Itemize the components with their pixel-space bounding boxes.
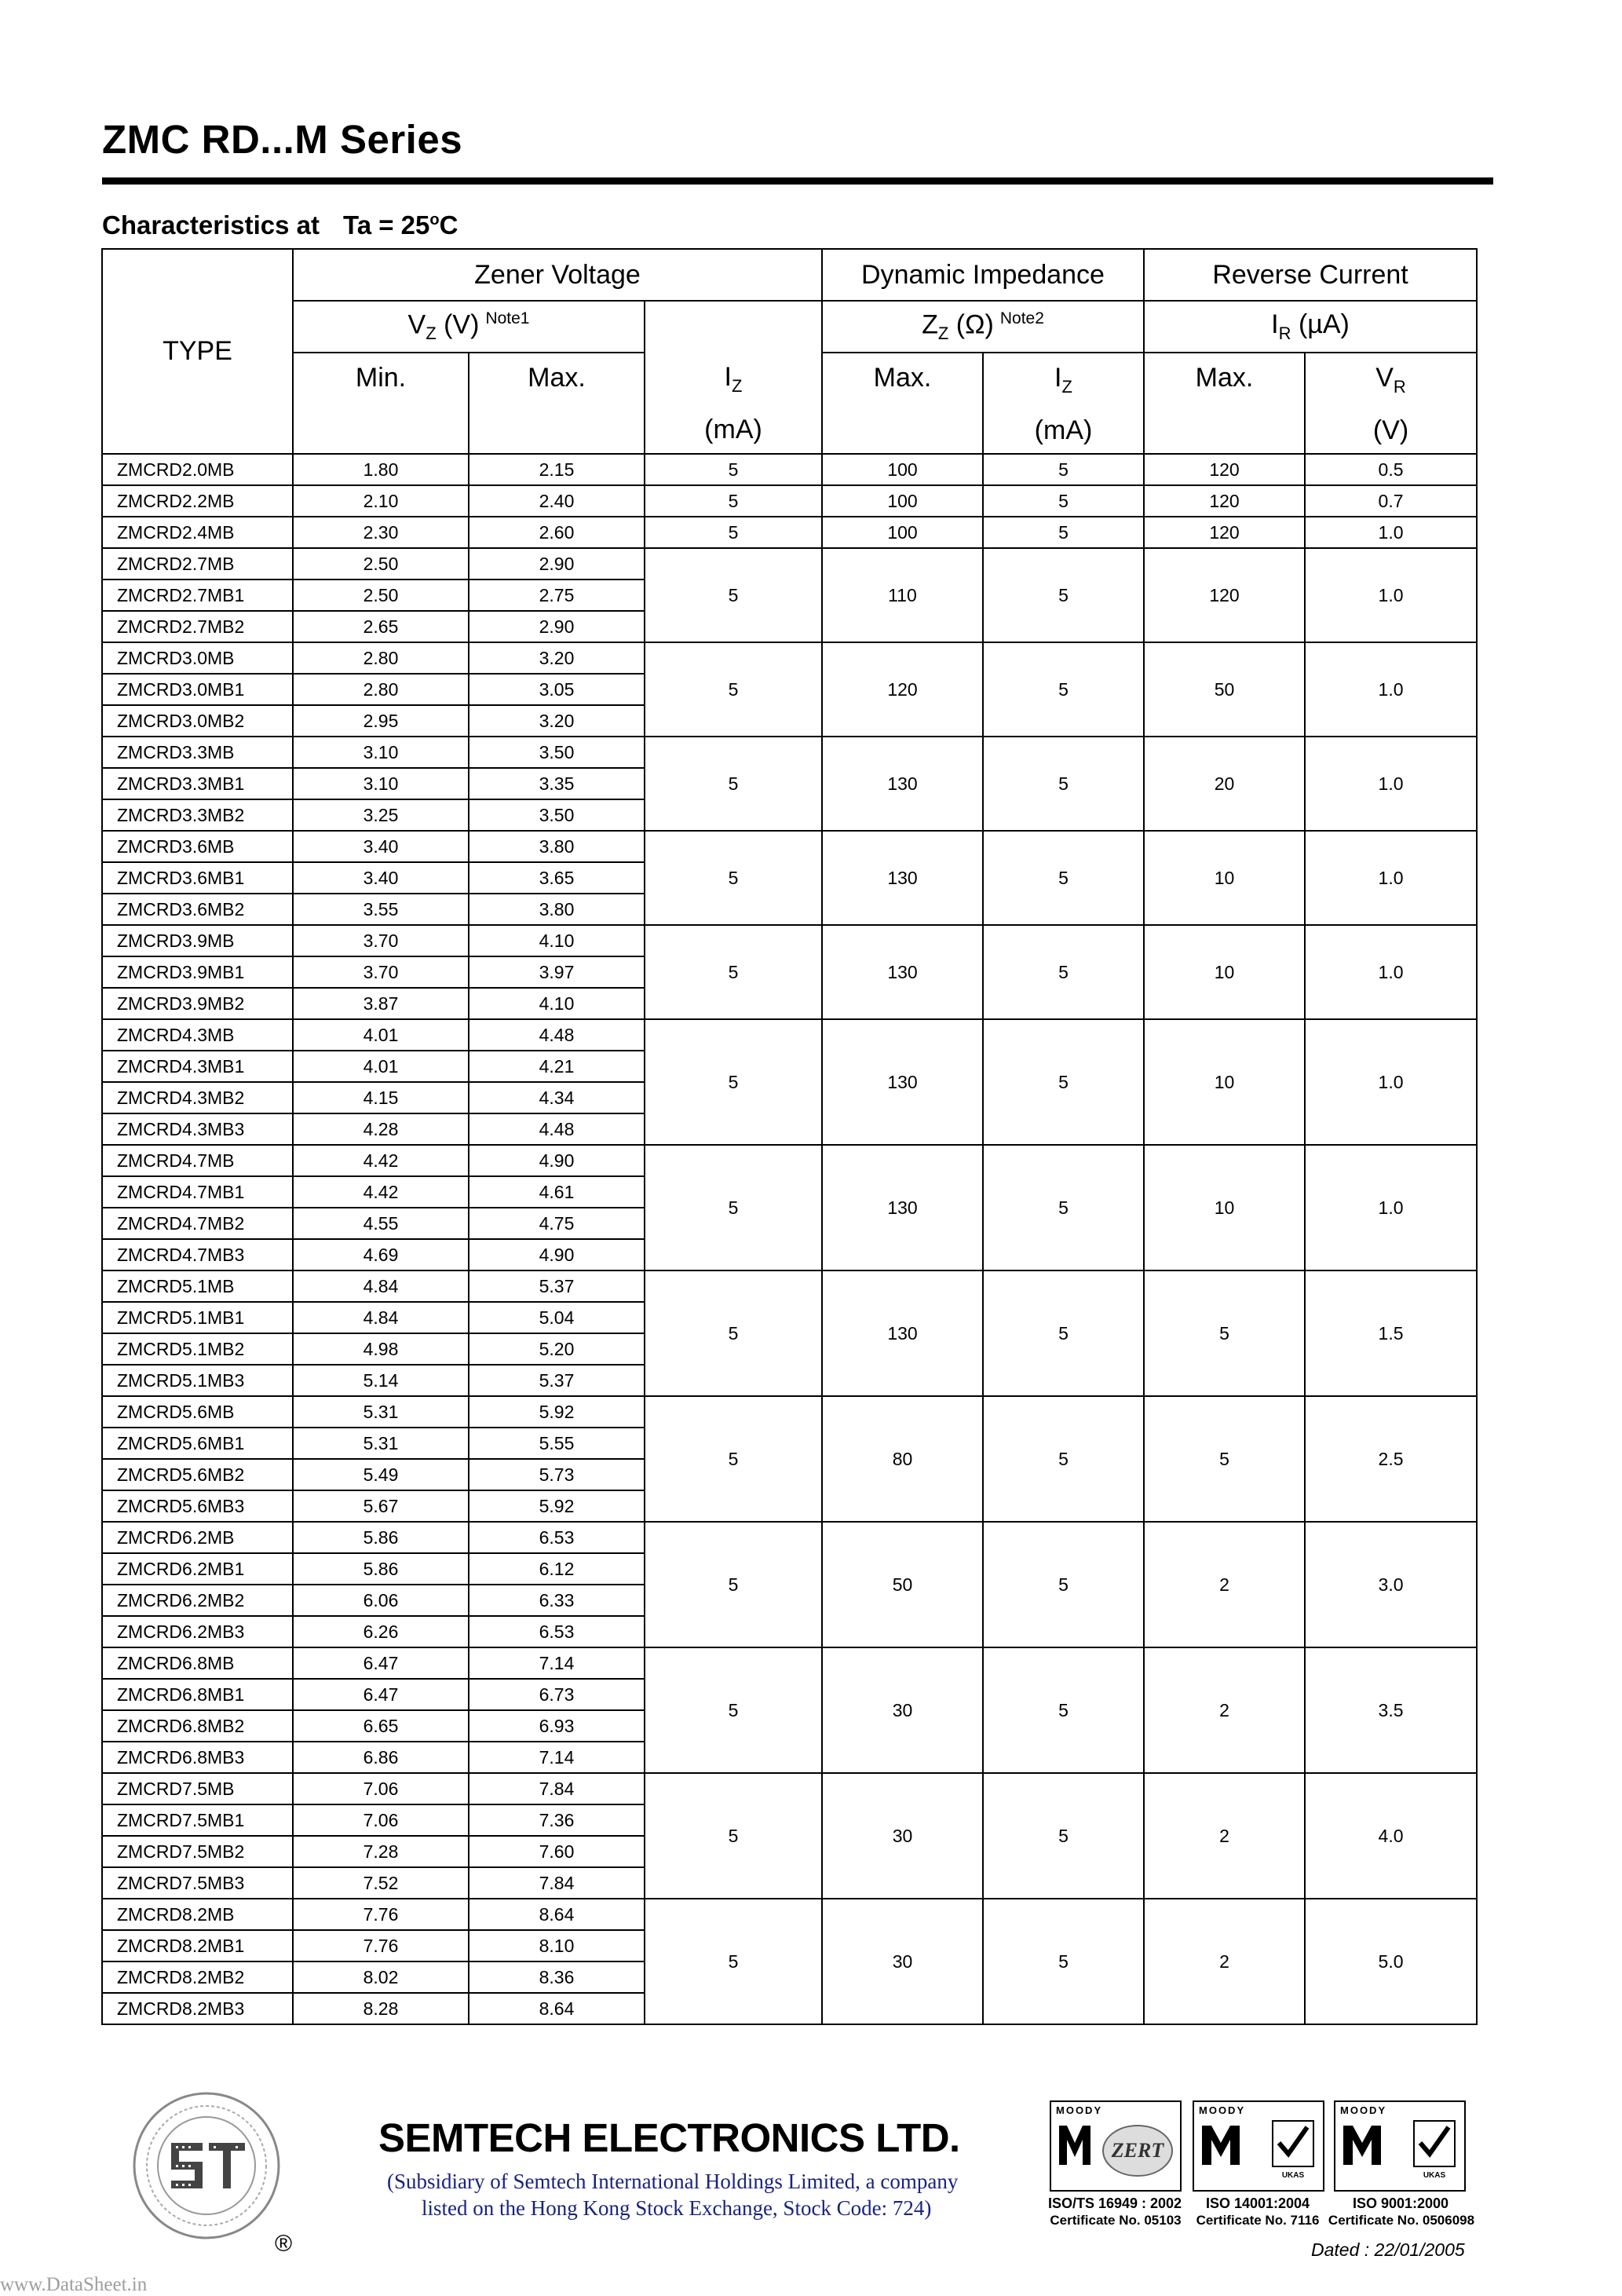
cell-type: ZMCRD3.9MB2 bbox=[102, 988, 293, 1019]
cell-vz-min: 6.65 bbox=[293, 1710, 469, 1742]
cell-vz-min: 4.69 bbox=[293, 1239, 469, 1270]
cell-type: ZMCRD3.6MB bbox=[102, 831, 293, 862]
cell-vr: 1.5 bbox=[1305, 1270, 1477, 1396]
cell-vz-min: 3.10 bbox=[293, 768, 469, 799]
cell-vz-max: 5.92 bbox=[469, 1490, 645, 1522]
cell-zz: 100 bbox=[822, 454, 983, 485]
cell-type: ZMCRD2.2MB bbox=[102, 485, 293, 517]
cell-iz: 5 bbox=[645, 1522, 822, 1647]
heading-label: Characteristics at bbox=[102, 210, 320, 239]
cell-type: ZMCRD4.3MB bbox=[102, 1019, 293, 1051]
cell-zz: 130 bbox=[822, 1019, 983, 1145]
table-row bbox=[102, 1270, 1477, 1302]
cell-type: ZMCRD5.1MB3 bbox=[102, 1365, 293, 1396]
cell-vz-min: 3.70 bbox=[293, 925, 469, 956]
header-zener-voltage: Zener Voltage bbox=[293, 249, 822, 301]
cell-vz-min: 6.06 bbox=[293, 1585, 469, 1616]
cell-vz-min: 6.47 bbox=[293, 1647, 469, 1679]
cell-vz-max: 7.60 bbox=[469, 1836, 645, 1867]
cell-zz: 130 bbox=[822, 737, 983, 831]
cell-ir: 10 bbox=[1144, 1019, 1305, 1145]
cell-vz-min: 3.40 bbox=[293, 862, 469, 894]
cell-vz-max: 4.48 bbox=[469, 1019, 645, 1051]
cell-vz-min: 6.86 bbox=[293, 1742, 469, 1773]
cell-vz-min: 7.06 bbox=[293, 1773, 469, 1804]
cert-badge-iso-ts: MOODY ZERT bbox=[1050, 2100, 1182, 2192]
cell-zz: 120 bbox=[822, 642, 983, 737]
cell-type: ZMCRD4.7MB2 bbox=[102, 1208, 293, 1239]
cell-ir: 20 bbox=[1144, 737, 1305, 831]
cell-type: ZMCRD3.0MB2 bbox=[102, 705, 293, 737]
cell-iz2: 5 bbox=[983, 1773, 1144, 1899]
table-row bbox=[102, 1647, 1477, 1679]
header-zz: $Z_Z$ (Ω) $^{Note2}$ bbox=[822, 301, 1144, 353]
table-row bbox=[102, 1899, 1477, 1930]
cell-vz-max: 6.33 bbox=[469, 1585, 645, 1616]
cell-vz-max: 3.80 bbox=[469, 894, 645, 925]
cell-ir: 120 bbox=[1144, 548, 1305, 642]
cell-type: ZMCRD5.1MB2 bbox=[102, 1333, 293, 1365]
cell-type: ZMCRD3.6MB2 bbox=[102, 894, 293, 925]
cell-vz-min: 3.25 bbox=[293, 799, 469, 831]
cell-vz-max: 8.64 bbox=[469, 1993, 645, 2024]
cell-iz2: 5 bbox=[983, 1647, 1144, 1773]
cert-badge-iso14001: MOODY UKAS bbox=[1193, 2100, 1324, 2192]
cell-iz2: 5 bbox=[983, 454, 1144, 485]
cell-vr: 2.5 bbox=[1305, 1396, 1477, 1522]
cell-vz-max: 5.55 bbox=[469, 1428, 645, 1459]
cell-vz-min: 2.10 bbox=[293, 485, 469, 517]
cell-type: ZMCRD4.3MB1 bbox=[102, 1051, 293, 1082]
cell-type: ZMCRD6.2MB1 bbox=[102, 1553, 293, 1585]
cell-vz-min: 1.80 bbox=[293, 454, 469, 485]
note2-ref: Note2 bbox=[999, 309, 1044, 327]
cell-type: ZMCRD5.6MB3 bbox=[102, 1490, 293, 1522]
cell-vr: 1.0 bbox=[1305, 831, 1477, 925]
cell-vr: 1.0 bbox=[1305, 737, 1477, 831]
cell-iz2: 5 bbox=[983, 1145, 1144, 1270]
cell-type: ZMCRD6.8MB bbox=[102, 1647, 293, 1679]
header-iz2: $I_Z$ (mA) bbox=[983, 353, 1144, 454]
cell-vz-min: 3.40 bbox=[293, 831, 469, 862]
cell-vz-max: 2.90 bbox=[469, 548, 645, 579]
cell-type: ZMCRD8.2MB1 bbox=[102, 1930, 293, 1961]
cell-zz: 100 bbox=[822, 485, 983, 517]
cell-zz: 110 bbox=[822, 548, 983, 642]
cell-type: ZMCRD4.3MB3 bbox=[102, 1113, 293, 1145]
cell-vz-max: 5.37 bbox=[469, 1365, 645, 1396]
header-reverse-current: Reverse Current bbox=[1144, 249, 1477, 301]
cert-label-1: ISO/TS 16949 : 2002 bbox=[1047, 2195, 1182, 2211]
cell-type: ZMCRD5.1MB bbox=[102, 1270, 293, 1302]
cell-zz: 50 bbox=[822, 1522, 983, 1647]
cell-vr: 0.5 bbox=[1305, 454, 1477, 485]
date-stamp: Dated : 22/01/2005 bbox=[1311, 2239, 1465, 2260]
cell-type: ZMCRD2.7MB bbox=[102, 548, 293, 579]
cell-type: ZMCRD3.3MB2 bbox=[102, 799, 293, 831]
cell-vr: 3.5 bbox=[1305, 1647, 1477, 1773]
cell-vz-max: 5.20 bbox=[469, 1333, 645, 1365]
cell-vr: 4.0 bbox=[1305, 1773, 1477, 1899]
cell-ir: 2 bbox=[1144, 1522, 1305, 1647]
cell-type: ZMCRD7.5MB bbox=[102, 1773, 293, 1804]
cell-vz-max: 3.35 bbox=[469, 768, 645, 799]
cell-vz-max: 2.90 bbox=[469, 611, 645, 642]
cell-ir: 2 bbox=[1144, 1647, 1305, 1773]
cell-vz-min: 5.31 bbox=[293, 1396, 469, 1428]
degree-sign: o bbox=[429, 211, 440, 229]
characteristics-table bbox=[101, 248, 1478, 2025]
header-ir-max: Max. bbox=[1144, 353, 1305, 454]
table-row bbox=[102, 1145, 1477, 1176]
cell-vz-min: 4.84 bbox=[293, 1270, 469, 1302]
table-row bbox=[102, 548, 1477, 579]
cell-vz-min: 8.02 bbox=[293, 1961, 469, 1993]
cell-zz: 30 bbox=[822, 1899, 983, 2024]
table-row bbox=[102, 1019, 1477, 1051]
cell-vz-max: 7.14 bbox=[469, 1647, 645, 1679]
cell-vz-min: 4.98 bbox=[293, 1333, 469, 1365]
cell-type: ZMCRD5.6MB1 bbox=[102, 1428, 293, 1459]
table-row bbox=[102, 517, 1477, 548]
cell-vz-max: 4.90 bbox=[469, 1239, 645, 1270]
cell-iz2: 5 bbox=[983, 1396, 1144, 1522]
cell-vz-min: 2.30 bbox=[293, 517, 469, 548]
cell-type: ZMCRD3.0MB bbox=[102, 642, 293, 674]
cell-vz-min: 5.49 bbox=[293, 1459, 469, 1490]
cell-ir: 120 bbox=[1144, 485, 1305, 517]
cell-iz2: 5 bbox=[983, 1899, 1144, 2024]
cell-vz-max: 6.53 bbox=[469, 1522, 645, 1553]
cell-iz2: 5 bbox=[983, 831, 1144, 925]
cell-vz-min: 5.31 bbox=[293, 1428, 469, 1459]
cell-iz: 5 bbox=[645, 454, 822, 485]
cell-vz-max: 4.10 bbox=[469, 988, 645, 1019]
table-row bbox=[102, 1522, 1477, 1553]
cell-ir: 120 bbox=[1144, 517, 1305, 548]
subsidiary-line-2: listed on the Hong Kong Stock Exchange, Stock Code: 724) bbox=[422, 2196, 932, 2220]
cell-zz: 30 bbox=[822, 1773, 983, 1899]
cell-vz-min: 5.86 bbox=[293, 1553, 469, 1585]
cell-ir: 120 bbox=[1144, 454, 1305, 485]
cell-vz-max: 6.53 bbox=[469, 1616, 645, 1647]
cell-vr: 1.0 bbox=[1305, 642, 1477, 737]
cell-zz: 30 bbox=[822, 1647, 983, 1773]
cell-ir: 10 bbox=[1144, 925, 1305, 1019]
header-vz-min: Min. bbox=[293, 353, 469, 454]
cell-type: ZMCRD3.9MB1 bbox=[102, 956, 293, 988]
cell-type: ZMCRD4.3MB2 bbox=[102, 1082, 293, 1113]
cell-vz-max: 3.50 bbox=[469, 799, 645, 831]
cell-vr: 1.0 bbox=[1305, 548, 1477, 642]
cell-vz-min: 4.55 bbox=[293, 1208, 469, 1239]
cell-vz-min: 2.95 bbox=[293, 705, 469, 737]
cell-vz-min: 4.42 bbox=[293, 1176, 469, 1208]
cell-vz-max: 5.04 bbox=[469, 1302, 645, 1333]
cell-vz-max: 7.36 bbox=[469, 1804, 645, 1836]
cell-type: ZMCRD3.3MB bbox=[102, 737, 293, 768]
cell-type: ZMCRD4.7MB bbox=[102, 1145, 293, 1176]
cell-zz: 100 bbox=[822, 517, 983, 548]
header-vr: $V_R$ (V) bbox=[1305, 353, 1477, 454]
table-row bbox=[102, 737, 1477, 768]
cell-iz: 5 bbox=[645, 1396, 822, 1522]
cell-vz-min: 5.14 bbox=[293, 1365, 469, 1396]
cell-vz-min: 6.47 bbox=[293, 1679, 469, 1710]
svg-text:ZERT: ZERT bbox=[1111, 2139, 1164, 2162]
header-iz: $I_Z$ (mA) bbox=[645, 353, 822, 454]
cell-vz-max: 3.65 bbox=[469, 862, 645, 894]
cell-type: ZMCRD5.6MB bbox=[102, 1396, 293, 1428]
cell-iz2: 5 bbox=[983, 548, 1144, 642]
cell-zz: 130 bbox=[822, 831, 983, 925]
cell-vz-min: 3.10 bbox=[293, 737, 469, 768]
moody-ukas-icon-2 bbox=[1335, 2102, 1464, 2190]
cell-type: ZMCRD8.2MB2 bbox=[102, 1961, 293, 1993]
cell-vz-max: 8.10 bbox=[469, 1930, 645, 1961]
cell-vz-max: 4.21 bbox=[469, 1051, 645, 1082]
header-type: TYPE bbox=[102, 249, 293, 454]
cell-type: ZMCRD6.2MB bbox=[102, 1522, 293, 1553]
header-vz-max: Max. bbox=[469, 353, 645, 454]
company-name: SEMTECH ELECTRONICS LTD. bbox=[378, 2115, 960, 2160]
cell-type: ZMCRD3.0MB1 bbox=[102, 674, 293, 705]
cell-type: ZMCRD3.6MB1 bbox=[102, 862, 293, 894]
cell-iz: 5 bbox=[645, 548, 822, 642]
cert-number-1: Certificate No. 05103 bbox=[1050, 2213, 1182, 2228]
cell-type: ZMCRD8.2MB3 bbox=[102, 1993, 293, 2024]
cell-type: ZMCRD7.5MB1 bbox=[102, 1804, 293, 1836]
characteristics-heading bbox=[102, 210, 458, 240]
header-blank bbox=[645, 301, 822, 353]
cell-iz: 5 bbox=[645, 517, 822, 548]
cell-type: ZMCRD4.7MB3 bbox=[102, 1239, 293, 1270]
cell-type: ZMCRD2.0MB bbox=[102, 454, 293, 485]
cell-iz: 5 bbox=[645, 642, 822, 737]
cell-vz-max: 4.10 bbox=[469, 925, 645, 956]
cell-type: ZMCRD5.1MB1 bbox=[102, 1302, 293, 1333]
table-row bbox=[102, 1773, 1477, 1804]
cell-type: ZMCRD7.5MB3 bbox=[102, 1867, 293, 1899]
cell-iz2: 5 bbox=[983, 485, 1144, 517]
cert-number-3: Certificate No. 0506098 bbox=[1328, 2213, 1475, 2228]
cell-iz: 5 bbox=[645, 1773, 822, 1899]
cell-vr: 1.0 bbox=[1305, 1145, 1477, 1270]
cell-iz2: 5 bbox=[983, 1019, 1144, 1145]
cell-vz-min: 8.28 bbox=[293, 1993, 469, 2024]
cell-vz-min: 4.28 bbox=[293, 1113, 469, 1145]
cell-iz2: 5 bbox=[983, 1522, 1144, 1647]
cell-vz-min: 3.87 bbox=[293, 988, 469, 1019]
cert-number-2: Certificate No. 7116 bbox=[1196, 2213, 1320, 2228]
cell-zz: 130 bbox=[822, 1270, 983, 1396]
cell-type: ZMCRD6.8MB2 bbox=[102, 1710, 293, 1742]
cell-type: ZMCRD5.6MB2 bbox=[102, 1459, 293, 1490]
cell-vz-min: 2.65 bbox=[293, 611, 469, 642]
cell-vz-max: 3.20 bbox=[469, 705, 645, 737]
cell-vz-min: 2.80 bbox=[293, 674, 469, 705]
cell-type: ZMCRD4.7MB1 bbox=[102, 1176, 293, 1208]
cell-vz-min: 6.26 bbox=[293, 1616, 469, 1647]
cell-vr: 5.0 bbox=[1305, 1899, 1477, 2024]
cell-ir: 2 bbox=[1144, 1899, 1305, 2024]
cell-ir: 10 bbox=[1144, 831, 1305, 925]
cell-vr: 0.7 bbox=[1305, 485, 1477, 517]
cell-vz-max: 8.64 bbox=[469, 1899, 645, 1930]
moody-zert-icon bbox=[1051, 2102, 1180, 2190]
header-ir: $I_R$ (µA) bbox=[1144, 301, 1477, 353]
cell-iz: 5 bbox=[645, 1647, 822, 1773]
svg-text:UKAS: UKAS bbox=[1281, 2171, 1305, 2180]
cell-type: ZMCRD2.7MB2 bbox=[102, 611, 293, 642]
cell-vz-max: 3.20 bbox=[469, 642, 645, 674]
moody-ukas-icon bbox=[1194, 2102, 1323, 2190]
page-title: ZMC RD...M Series bbox=[102, 117, 463, 162]
cell-iz2: 5 bbox=[983, 737, 1144, 831]
cell-vz-min: 3.70 bbox=[293, 956, 469, 988]
cell-vz-min: 3.55 bbox=[293, 894, 469, 925]
cell-iz: 5 bbox=[645, 485, 822, 517]
cell-vz-max: 8.36 bbox=[469, 1961, 645, 1993]
cell-type: ZMCRD3.3MB1 bbox=[102, 768, 293, 799]
cell-ir: 5 bbox=[1144, 1270, 1305, 1396]
cell-vz-max: 6.12 bbox=[469, 1553, 645, 1585]
cell-vz-max: 4.61 bbox=[469, 1176, 645, 1208]
cell-vz-min: 4.84 bbox=[293, 1302, 469, 1333]
header-dynamic-impedance: Dynamic Impedance bbox=[822, 249, 1144, 301]
table-row bbox=[102, 642, 1477, 674]
cell-vz-min: 2.80 bbox=[293, 642, 469, 674]
cell-vz-max: 2.15 bbox=[469, 454, 645, 485]
registered-mark: ® bbox=[275, 2231, 293, 2257]
cell-iz2: 5 bbox=[983, 925, 1144, 1019]
table-row bbox=[102, 925, 1477, 956]
heading-condition: Ta = 25 bbox=[342, 210, 430, 239]
cell-vz-min: 4.42 bbox=[293, 1145, 469, 1176]
cell-vz-min: 5.86 bbox=[293, 1522, 469, 1553]
cell-vz-max: 6.93 bbox=[469, 1710, 645, 1742]
table-row bbox=[102, 485, 1477, 517]
cert-label-2: ISO 14001:2004 bbox=[1205, 2195, 1310, 2211]
cell-zz: 80 bbox=[822, 1396, 983, 1522]
cell-vz-max: 2.75 bbox=[469, 579, 645, 611]
semtech-logo-icon bbox=[132, 2091, 281, 2240]
cell-vr: 3.0 bbox=[1305, 1522, 1477, 1647]
cell-type: ZMCRD2.4MB bbox=[102, 517, 293, 548]
cell-ir: 50 bbox=[1144, 642, 1305, 737]
cell-vz-max: 2.40 bbox=[469, 485, 645, 517]
cell-vz-min: 4.15 bbox=[293, 1082, 469, 1113]
cell-iz: 5 bbox=[645, 737, 822, 831]
cell-vz-max: 2.60 bbox=[469, 517, 645, 548]
cell-vz-min: 7.06 bbox=[293, 1804, 469, 1836]
cert-badge-iso9001: MOODY UKAS bbox=[1334, 2100, 1466, 2192]
cell-iz: 5 bbox=[645, 1145, 822, 1270]
cell-type: ZMCRD3.9MB bbox=[102, 925, 293, 956]
cell-vz-max: 7.84 bbox=[469, 1773, 645, 1804]
cell-vz-max: 3.05 bbox=[469, 674, 645, 705]
svg-text:UKAS: UKAS bbox=[1423, 2171, 1446, 2180]
cell-type: ZMCRD6.2MB3 bbox=[102, 1616, 293, 1647]
cell-vz-max: 7.14 bbox=[469, 1742, 645, 1773]
cell-vz-min: 7.76 bbox=[293, 1899, 469, 1930]
cell-vr: 1.0 bbox=[1305, 925, 1477, 1019]
cell-iz: 5 bbox=[645, 831, 822, 925]
cell-vz-min: 7.28 bbox=[293, 1836, 469, 1867]
cell-vz-min: 4.01 bbox=[293, 1019, 469, 1051]
cell-iz: 5 bbox=[645, 1270, 822, 1396]
cell-type: ZMCRD6.8MB3 bbox=[102, 1742, 293, 1773]
table-row bbox=[102, 831, 1477, 862]
cell-vz-min: 7.76 bbox=[293, 1930, 469, 1961]
cell-vz-max: 4.90 bbox=[469, 1145, 645, 1176]
cell-iz2: 5 bbox=[983, 642, 1144, 737]
heading-unit: C bbox=[439, 210, 458, 239]
cell-vz-max: 5.73 bbox=[469, 1459, 645, 1490]
title-rule bbox=[102, 177, 1493, 185]
cert-label-3: ISO 9001:2000 bbox=[1352, 2195, 1449, 2211]
watermark: www.DataSheet.in bbox=[0, 2274, 148, 2295]
cell-iz: 5 bbox=[645, 1019, 822, 1145]
table-body bbox=[102, 454, 1477, 2024]
table-row bbox=[102, 1396, 1477, 1428]
cell-iz2: 5 bbox=[983, 517, 1144, 548]
cell-ir: 5 bbox=[1144, 1396, 1305, 1522]
cell-vz-min: 4.01 bbox=[293, 1051, 469, 1082]
cell-type: ZMCRD8.2MB bbox=[102, 1899, 293, 1930]
cell-vr: 1.0 bbox=[1305, 517, 1477, 548]
cell-vz-max: 5.92 bbox=[469, 1396, 645, 1428]
cell-vz-max: 4.75 bbox=[469, 1208, 645, 1239]
cell-zz: 130 bbox=[822, 925, 983, 1019]
header-zz-max: Max. bbox=[822, 353, 983, 454]
cell-iz: 5 bbox=[645, 1899, 822, 2024]
cell-vz-min: 2.50 bbox=[293, 579, 469, 611]
cell-vz-max: 3.80 bbox=[469, 831, 645, 862]
cell-vz-max: 6.73 bbox=[469, 1679, 645, 1710]
cell-ir: 2 bbox=[1144, 1773, 1305, 1899]
header-vz: $V_Z$ (V) $^{Note1}$ bbox=[293, 301, 645, 353]
subsidiary-line-1: (Subsidiary of Semtech International Holdings Limited, a company bbox=[387, 2170, 959, 2193]
cell-ir: 10 bbox=[1144, 1145, 1305, 1270]
cell-vz-max: 5.37 bbox=[469, 1270, 645, 1302]
cell-vz-max: 3.50 bbox=[469, 737, 645, 768]
cell-vz-min: 2.50 bbox=[293, 548, 469, 579]
cell-vz-max: 4.48 bbox=[469, 1113, 645, 1145]
cell-iz2: 5 bbox=[983, 1270, 1144, 1396]
cell-type: ZMCRD6.8MB1 bbox=[102, 1679, 293, 1710]
note1-ref: Note1 bbox=[485, 309, 530, 327]
table-row bbox=[102, 454, 1477, 485]
cell-type: ZMCRD7.5MB2 bbox=[102, 1836, 293, 1867]
cell-vr: 1.0 bbox=[1305, 1019, 1477, 1145]
cell-iz: 5 bbox=[645, 925, 822, 1019]
cell-type: ZMCRD2.7MB1 bbox=[102, 579, 293, 611]
cell-vz-max: 4.34 bbox=[469, 1082, 645, 1113]
cell-vz-max: 7.84 bbox=[469, 1867, 645, 1899]
cell-vz-min: 7.52 bbox=[293, 1867, 469, 1899]
cell-type: ZMCRD6.2MB2 bbox=[102, 1585, 293, 1616]
cell-vz-max: 3.97 bbox=[469, 956, 645, 988]
cell-zz: 130 bbox=[822, 1145, 983, 1270]
cell-vz-min: 5.67 bbox=[293, 1490, 469, 1522]
